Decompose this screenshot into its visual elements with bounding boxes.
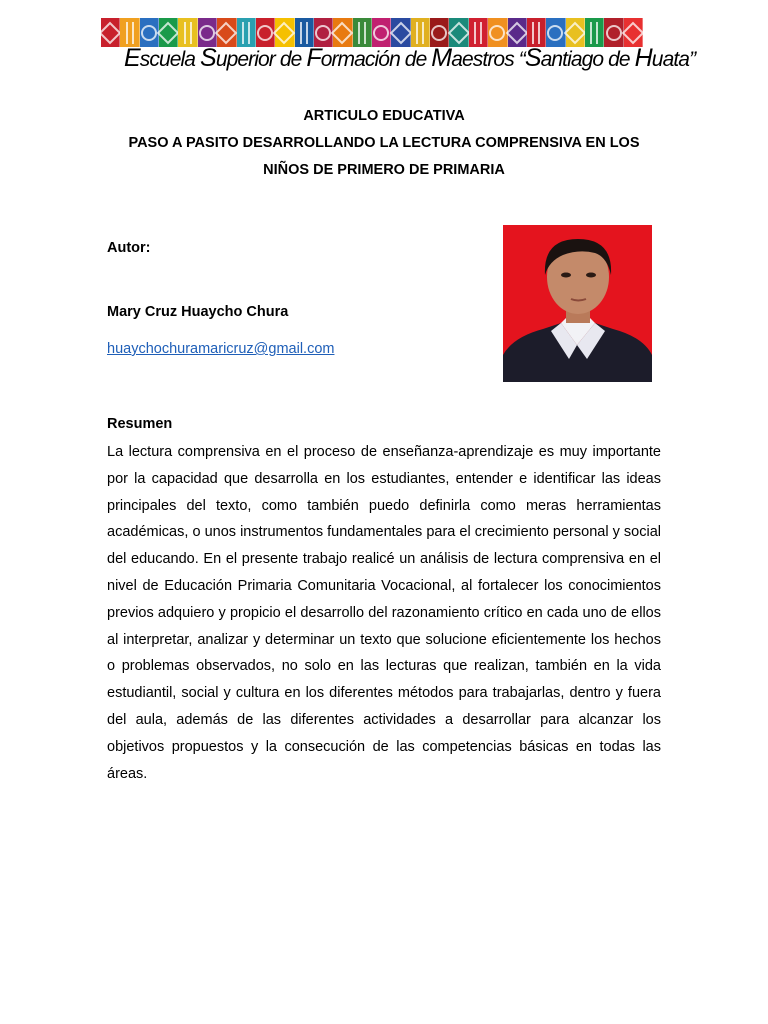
school-name-initial: S	[200, 44, 216, 72]
summary-label: Resumen	[107, 416, 173, 432]
banner-pattern-tile	[469, 18, 488, 47]
banner-pattern-tile	[217, 18, 236, 47]
author-email-link[interactable]: huaychochuramaricruz@gmail.com	[107, 341, 335, 357]
banner-pattern-tile	[391, 18, 410, 47]
author-photo	[503, 225, 652, 382]
school-name-initial: F	[306, 44, 321, 72]
banner-pattern-tile	[237, 18, 256, 47]
school-name-word: scuela	[139, 48, 201, 71]
school-name-word: antiago de	[540, 48, 635, 71]
banner-pattern-tile	[353, 18, 372, 47]
banner-pattern-tile	[333, 18, 352, 47]
banner-pattern-tile	[411, 18, 430, 47]
article-title-line-1: PASO A PASITO DESARROLLANDO LA LECTURA COMPRENSIVA EN LOS	[128, 135, 640, 151]
summary-text: La lectura comprensiva en el proceso de enseñanza-aprendizaje es muy importante por la capacidad que desarrolla en los estudiantes, entender e identificar las ideas principales del texto, como también puedo definirla como meras herramientas académicas, o unos instrumentos fundamentales para el crecimiento personal y social del educando. En el presente trabajo realicé un análisis de lectura comprensiva en el nivel de Educación Primaria Comunitaria Vocacional, al fortalecer los conocimientos previos adquiero y propicio el desarrollo del razonamiento crítico en cada uno de ellos al interpretar, analizar y determinar un texto que solucione eficientemente los hechos o problemas observados, no solo en las lecturas que realizan, también en la vida estudiantil, social y cultura en los diferentes métodos para trabajarlas, dentro y fuera del aula, además de las diferentes actividades a desarrollar para alcanzar los objetivos propuestos y la consecución de las competencias básicas en todas las áreas.	[107, 444, 661, 782]
school-name-initial: H	[634, 44, 652, 72]
author-name: Mary Cruz Huaycho Chura	[107, 304, 289, 320]
school-name-word: uata”	[651, 48, 696, 71]
author-portrait-icon	[503, 225, 652, 382]
article-title-line-2: NIÑOS DE PRIMERO DE PRIMARIA	[263, 162, 505, 178]
woven-pattern-banner	[101, 18, 643, 47]
school-name-initial: E	[124, 44, 140, 72]
banner-pattern-tile	[585, 18, 604, 47]
article-type-label: ARTICULO EDUCATIVA	[303, 108, 465, 124]
banner-pattern-tile	[449, 18, 468, 47]
school-name-word: uperior de	[215, 48, 307, 71]
banner-pattern-tile	[159, 18, 178, 47]
school-name-initial: M	[431, 44, 452, 72]
banner-pattern-tile	[120, 18, 139, 47]
banner-pattern-tile	[624, 18, 643, 47]
school-name-word: aestros “	[451, 48, 525, 71]
banner-pattern-tile	[275, 18, 294, 47]
school-name-initial: S	[524, 44, 541, 72]
banner-pattern-tile	[508, 18, 527, 47]
school-name	[124, 44, 696, 74]
banner-pattern-tile	[101, 18, 120, 47]
banner-pattern-tile	[295, 18, 314, 47]
school-name-word: ormación de	[320, 48, 432, 71]
author-label: Autor:	[107, 240, 151, 256]
banner-pattern-tile	[527, 18, 546, 47]
banner-pattern-tile	[566, 18, 585, 47]
article-heading	[107, 103, 661, 184]
banner-pattern-tile	[178, 18, 197, 47]
